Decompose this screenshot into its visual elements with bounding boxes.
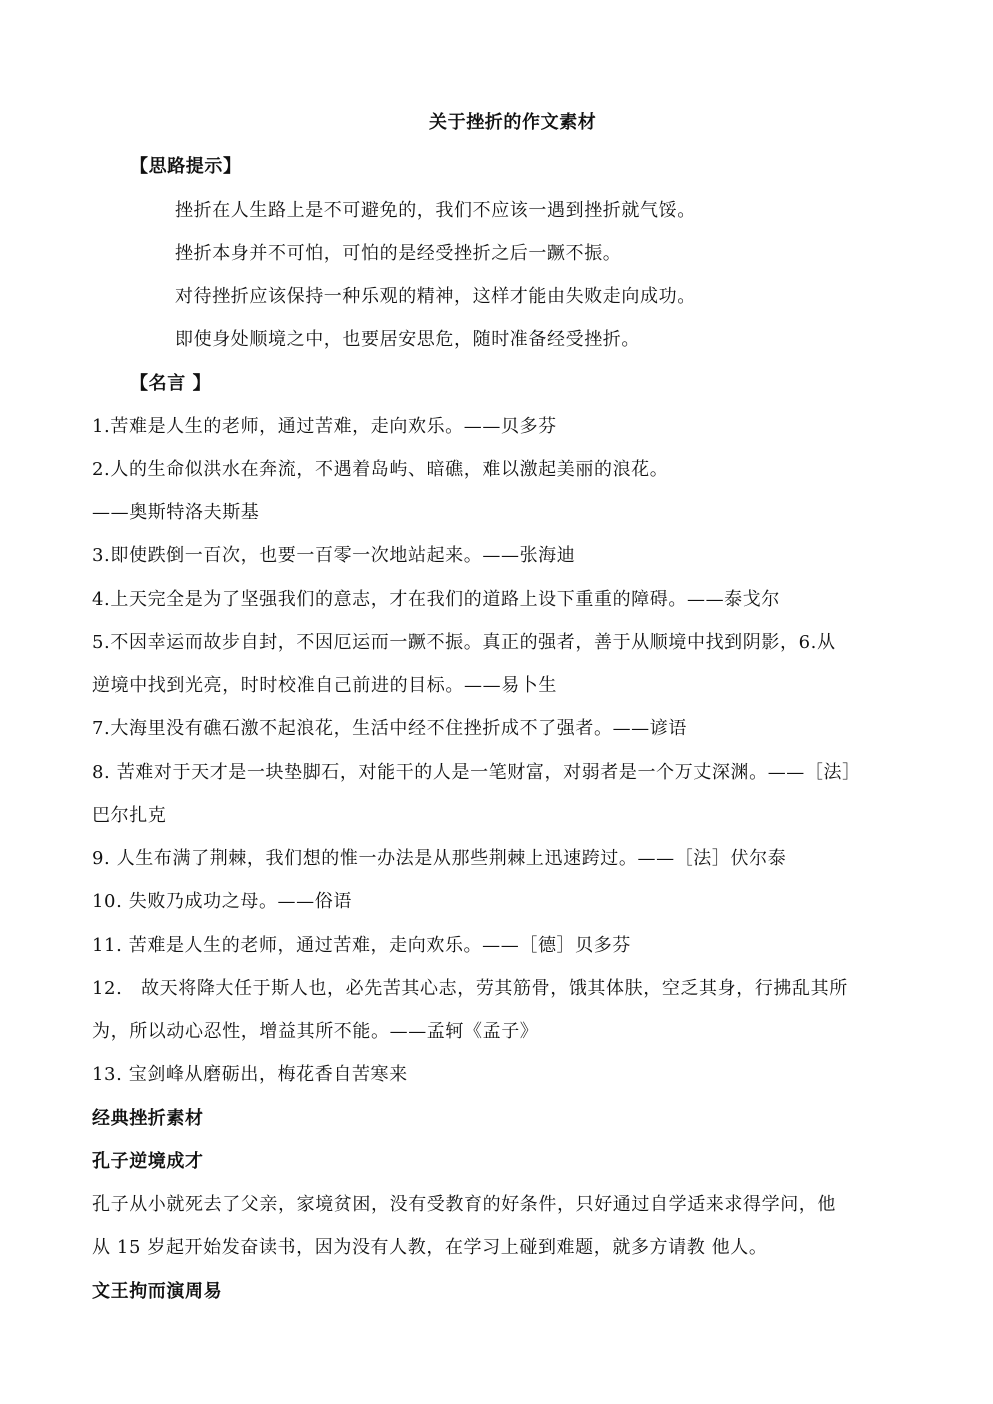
quote-line: 12. 故天将降大任于斯人也，必先苦其心志，劳其筋骨，饿其体肤，空乏其身，行拂乱其所 bbox=[92, 978, 848, 999]
quote-line: ——奥斯特洛夫斯基 bbox=[92, 502, 260, 523]
quote-line: 13. 宝剑峰从磨砺出，梅花香自苦寒来 bbox=[92, 1064, 408, 1085]
thinking-line: 挫折在人生路上是不可避免的，我们不应该一遇到挫折就气馁。 bbox=[175, 200, 696, 221]
story-line: 从 15 岁起开始发奋读书，因为没有人教，在学习上碰到难题，就多方请教 他人。 bbox=[92, 1237, 768, 1258]
story-title: 孔子逆境成才 bbox=[92, 1151, 204, 1172]
story-title: 文王拘而演周易 bbox=[92, 1281, 223, 1302]
thinking-line: 即使身处顺境之中，也要居安思危，随时准备经受挫折。 bbox=[175, 329, 640, 350]
quote-line: 8. 苦难对于天才是一块垫脚石，对能干的人是一笔财富，对弱者是一个万丈深渊。——［法］ bbox=[92, 762, 861, 783]
quote-line: 逆境中找到光亮，时时校准自己前进的目标。——易卜生 bbox=[92, 675, 557, 696]
thinking-heading: 【思路提示】 bbox=[130, 156, 242, 177]
quotes-heading: 【名言 】 bbox=[130, 373, 212, 394]
quote-line: 为，所以动心忍性，增益其所不能。——孟轲《孟子》 bbox=[92, 1021, 539, 1042]
quote-line: 5.不因幸运而故步自封，不因厄运而一蹶不振。真正的强者，善于从顺境中找到阴影，6.从 bbox=[92, 632, 836, 653]
quote-line: 巴尔扎克 bbox=[92, 805, 167, 826]
thinking-line: 挫折本身并不可怕，可怕的是经受挫折之后一蹶不振。 bbox=[175, 243, 622, 264]
quote-line: 11. 苦难是人生的老师，通过苦难，走向欢乐。——［德］贝多芬 bbox=[92, 935, 631, 956]
quote-line: 3.即使跌倒一百次，也要一百零一次地站起来。——张海迪 bbox=[92, 545, 576, 566]
quote-line: 7.大海里没有礁石激不起浪花，生活中经不住挫折成不了强者。——谚语 bbox=[92, 718, 687, 739]
classics-heading: 经典挫折素材 bbox=[92, 1108, 204, 1129]
quote-line: 1.苦难是人生的老师，通过苦难，走向欢乐。——贝多芬 bbox=[92, 416, 557, 437]
quote-line: 4.上天完全是为了坚强我们的意志，才在我们的道路上设下重重的障碍。——泰戈尔 bbox=[92, 589, 780, 610]
page-title: 关于挫折的作文素材 bbox=[429, 112, 597, 133]
quote-line: 2.人的生命似洪水在奔流，不遇着岛屿、暗礁，难以激起美丽的浪花。 bbox=[92, 459, 669, 480]
story-line: 孔子从小就死去了父亲，家境贫困，没有受教育的好条件，只好通过自学适来求得学问，他 bbox=[92, 1194, 836, 1215]
quote-line: 9. 人生布满了荆棘，我们想的惟一办法是从那些荆棘上迅速跨过。——［法］伏尔泰 bbox=[92, 848, 787, 869]
thinking-line: 对待挫折应该保持一种乐观的精神，这样才能由失败走向成功。 bbox=[175, 286, 696, 307]
quote-line: 10. 失败乃成功之母。——俗语 bbox=[92, 891, 352, 912]
